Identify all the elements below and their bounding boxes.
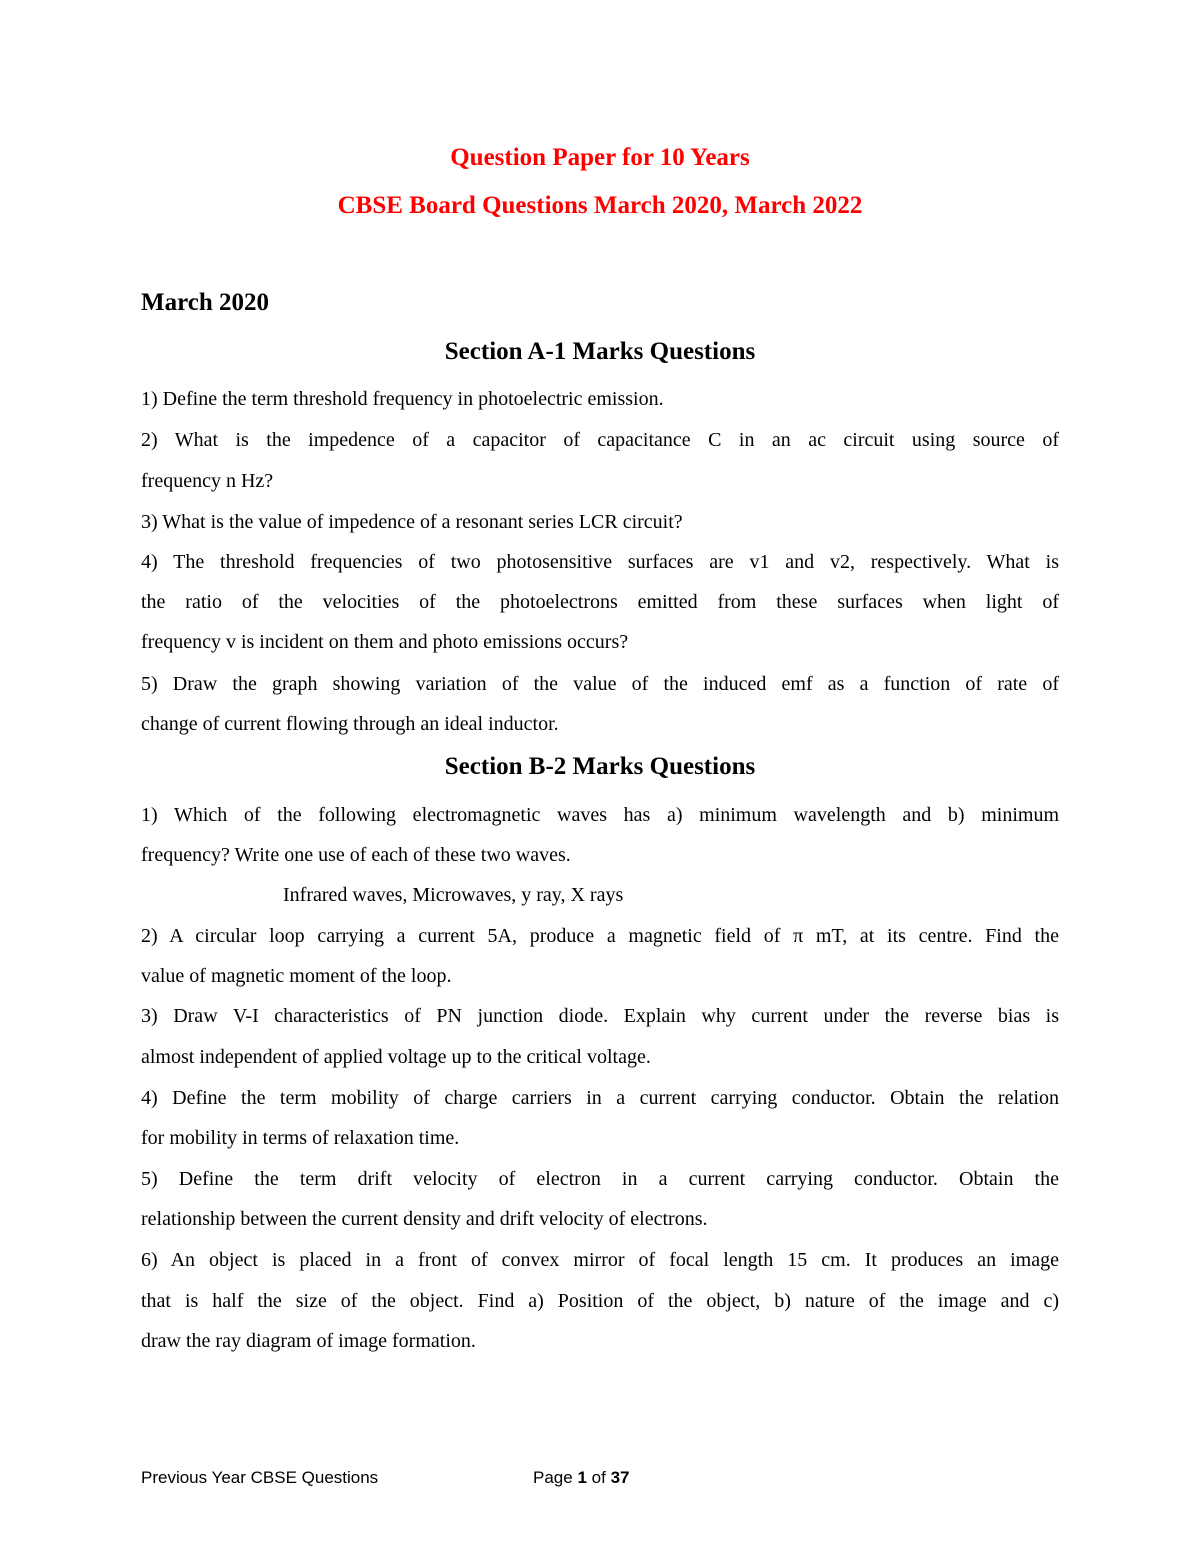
section-b-question-2-line-2: value of magnetic moment of the loop. [141, 965, 452, 987]
section-b-question-3-line-2: almost independent of applied voltage up to the critical voltage. [141, 1046, 651, 1068]
section-b-question-1-line-2: frequency? Write one use of each of these two waves. [141, 844, 571, 866]
document-subtitle: CBSE Board Questions March 2020, March 2022 [337, 192, 863, 219]
section-b-question-2-line-1: 2) A circular loop carrying a current 5A, produce a magnetic field of π mT, at its centre. Find the [141, 925, 1059, 947]
section-a-question-3: 3) What is the value of impedence of a resonant series LCR circuit? [141, 511, 683, 533]
section-a-heading: Section A-1 Marks Questions [444, 338, 756, 365]
section-a-question-2-line-2: frequency n Hz? [141, 470, 274, 492]
section-b-question-3-line-1: 3) Draw V-I characteristics of PN junction diode. Explain why current under the reverse bias is [141, 1005, 1059, 1027]
section-a-question-4-line-1: 4) The threshold frequencies of two photosensitive surfaces are v1 and v2, respectively. What is [141, 551, 1059, 573]
page-total: 37 [610, 1468, 630, 1487]
section-b-question-5-line-1: 5) Define the term drift velocity of electron in a current carrying conductor. Obtain the [141, 1168, 1059, 1190]
page-number [533, 1466, 629, 1490]
section-b-question-5-line-2: relationship between the current density and drift velocity of electrons. [141, 1208, 708, 1230]
wave-list: Infrared waves, Microwaves, y ray, X rays [283, 884, 624, 906]
document-title: Question Paper for 10 Years [450, 144, 750, 171]
section-b-question-6-line-2: that is half the size of the object. Find a) Position of the object, b) nature of the image and c) [141, 1290, 1059, 1312]
section-a-question-5-line-1: 5) Draw the graph showing variation of the value of the induced emf as a function of rate of [141, 673, 1059, 695]
section-b-question-4-line-1: 4) Define the term mobility of charge carriers in a current carrying conductor. Obtain the relation [141, 1087, 1059, 1109]
section-a-question-1: 1) Define the term threshold frequency in photoelectric emission. [141, 388, 664, 410]
section-b-question-4-line-2: for mobility in terms of relaxation time. [141, 1127, 460, 1149]
section-b-heading: Section B-2 Marks Questions [444, 753, 756, 780]
section-b-question-1-line-1: 1) Which of the following electromagnetic waves has a) minimum wavelength and b) minimum [141, 804, 1059, 826]
page-word: Page [533, 1468, 573, 1487]
section-a-question-4-line-3: frequency v is incident on them and photo emissions occurs? [141, 631, 629, 653]
section-a-question-2-line-1: 2) What is the impedence of a capacitor of capacitance C in an ac circuit using source of [141, 429, 1059, 451]
section-b-question-6-line-1: 6) An object is placed in a front of convex mirror of focal length 15 cm. It produces an image [141, 1249, 1059, 1271]
page-current: 1 [577, 1468, 587, 1487]
of-word: of [591, 1468, 606, 1487]
footer-label: Previous Year CBSE Questions [141, 1468, 379, 1487]
section-b-question-6-line-3: draw the ray diagram of image formation. [141, 1330, 476, 1352]
section-a-question-5-line-2: change of current flowing through an ideal inductor. [141, 713, 559, 735]
section-a-question-4-line-2: the ratio of the velocities of the photoelectrons emitted from these surfaces when light of [141, 591, 1059, 613]
year-heading: March 2020 [141, 289, 269, 316]
